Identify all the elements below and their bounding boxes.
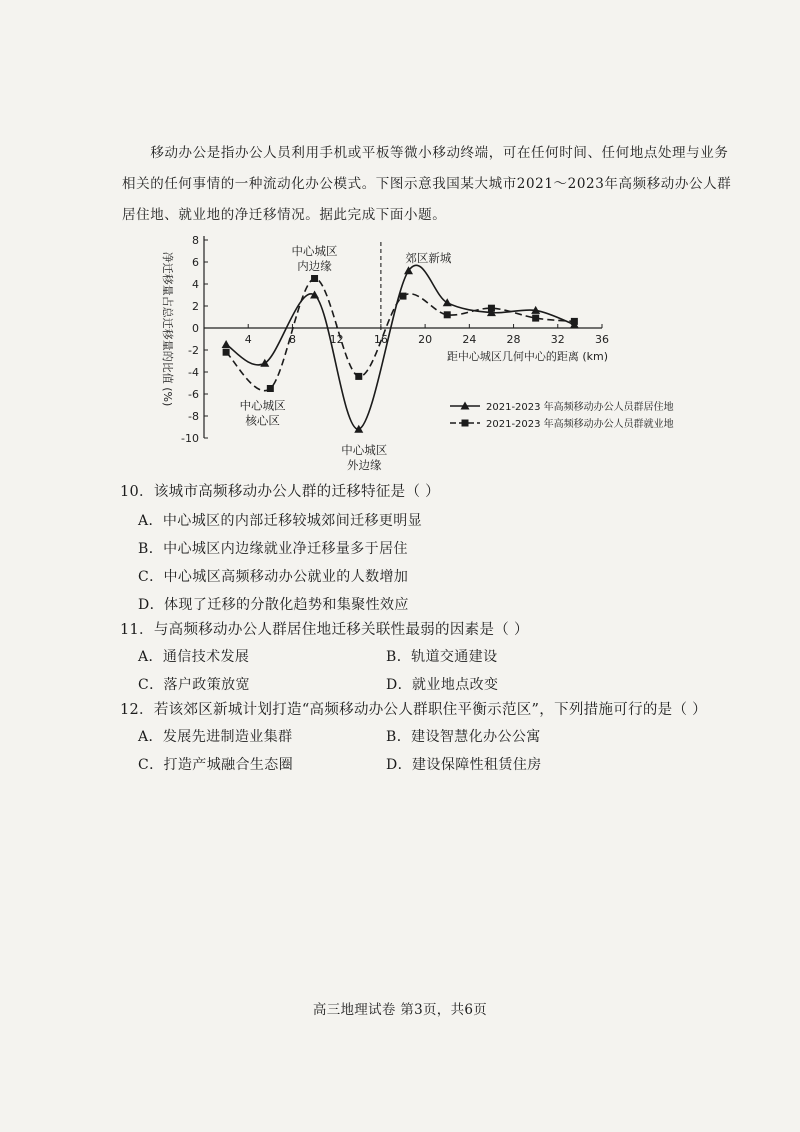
y-tick-label: 6: [192, 256, 199, 269]
q12-option-c: C．打造产城融合生态圈: [138, 757, 294, 773]
y-axis-label: 净迁移量占总迁移量的比值 (%): [161, 251, 174, 407]
annotation-outer-edge-line2: 外边缘: [347, 458, 382, 472]
question-11-stem: 11．与高频移动办公人群居住地迁移关联性最弱的因素是（ ）: [120, 622, 529, 638]
y-tick-label: -2: [188, 344, 199, 357]
employment-data-point: [223, 349, 230, 356]
employment-data-point: [311, 275, 318, 282]
q10-option-c: C．中心城区高频移动办公就业的人数增加: [138, 569, 409, 585]
annotation-inner-edge-line2: 内边缘: [297, 259, 332, 273]
migration-chart: [150, 232, 710, 472]
q10-option-d: D．体现了迁移的分散化趋势和集聚性效应: [138, 597, 409, 613]
page-footer: 高三地理试卷 第3页，共6页: [312, 1002, 488, 1018]
x-tick-label: 16: [373, 333, 388, 346]
chart-plot-area: [161, 234, 674, 472]
annotation-outer-edge-line1: 中心城区: [341, 443, 388, 457]
employment-data-point: [532, 315, 539, 322]
x-axis-label: 距中心城区几何中心的距离 (km): [446, 350, 608, 363]
y-tick-label: 0: [192, 322, 199, 335]
q12-option-d: D．建设保障性租赁住房: [386, 757, 542, 773]
x-tick-label: 24: [462, 333, 477, 346]
q12-option-a: A．发展先进制造业集群: [138, 729, 293, 745]
x-tick-label: 36: [595, 333, 609, 346]
q10-option-b: B．中心城区内边缘就业净迁移量多于居住: [138, 541, 408, 557]
y-tick-label: -10: [181, 432, 199, 445]
q11-option-d: D．就业地点改变: [386, 677, 499, 693]
annotation-suburb: 郊区新城: [405, 251, 452, 265]
q11-option-b: B．轨道交通建设: [386, 649, 498, 665]
y-tick-label: 4: [192, 278, 199, 291]
intro-paragraph: [122, 138, 732, 231]
y-tick-label: -4: [188, 366, 199, 379]
y-tick-label: 8: [192, 234, 199, 247]
residence-data-point: [222, 340, 231, 348]
x-tick-label: 28: [506, 333, 521, 346]
q10-option-a: A．中心城区的内部迁移较城郊间迁移更明显: [138, 513, 423, 529]
x-tick-label: 20: [418, 333, 433, 346]
q11-option-c: C．落户政策放宽: [138, 677, 250, 693]
employment-data-point: [400, 293, 407, 300]
annotation-core-line2: 核心区: [245, 413, 280, 428]
legend-employment-label: 2021-2023 年高频移动办公人员群就业地: [486, 419, 674, 430]
employment-data-point: [444, 311, 451, 318]
employment-data-point: [267, 385, 274, 392]
question-10-stem: 10．该城市高频移动办公人群的迁移特征是（ ）: [120, 484, 440, 500]
employment-data-point: [488, 305, 495, 312]
x-tick-label: 4: [244, 333, 252, 346]
annotation-inner-edge-line1: 中心城区: [291, 244, 338, 258]
legend-employment-marker: [462, 420, 469, 427]
q12-option-b: B．建设智慧化办公公寓: [386, 729, 541, 745]
question-12-stem: 12．若该郊区新城计划打造“高频移动办公人群职住平衡示范区”，下列措施可行的是（ ）: [120, 702, 707, 718]
x-tick-label: 32: [550, 333, 565, 346]
y-tick-label: 2: [192, 300, 199, 313]
intro-text: 移动办公是指办公人员利用手机或平板等微小移动终端，可在任何时间、任何地点处理与业务相关的任何事情的一种流动化办公模式。下图示意我国某大城市2021～2023年高频移动办公人群居住地、就业地的净迁移情况。据此完成下面小题。: [122, 145, 732, 223]
employment-data-point: [571, 318, 578, 325]
annotation-core-line1: 中心城区: [239, 398, 286, 413]
employment-data-point: [355, 373, 362, 380]
legend-residence-label: 2021-2023 年高频移动办公人员群居住地: [486, 402, 674, 413]
y-tick-label: -6: [188, 388, 199, 401]
q11-option-a: A．通信技术发展: [138, 649, 250, 665]
y-tick-label: -8: [188, 410, 199, 423]
x-tick-label: 12: [329, 333, 344, 346]
x-tick-label: 8: [288, 333, 296, 346]
